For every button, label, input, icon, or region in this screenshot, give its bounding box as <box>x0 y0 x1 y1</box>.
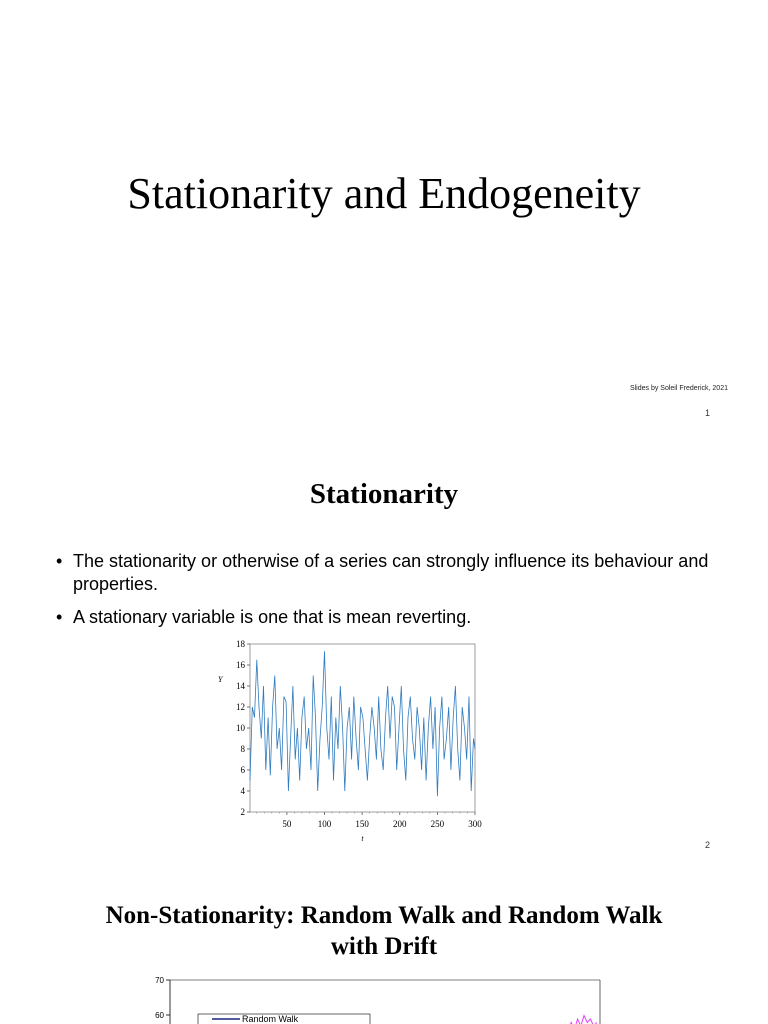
y-tick-label: 18 <box>236 639 245 649</box>
y-tick-label: 8 <box>240 744 245 754</box>
x-tick-label: 50 <box>282 819 292 829</box>
slide-credit: Slides by Soleil Frederick, 2021 <box>629 385 728 392</box>
x-tick-label: 200 <box>392 819 407 829</box>
random-walk-chart <box>130 972 610 1024</box>
slide-3-title <box>0 900 768 962</box>
drift-series-line <box>568 1016 597 1024</box>
bullet-dot-icon: • <box>56 607 63 627</box>
bullet-text: A stationary variable is one that is mean reverting. <box>73 607 472 627</box>
y-tick-label: 70 <box>155 976 164 985</box>
bullet-text: The stationarity or otherwise of a series can strongly influence its behaviour and properties. <box>73 551 709 594</box>
slide-3-title-line-2: with Drift <box>330 933 438 960</box>
legend-label: Random Walk <box>242 1014 299 1024</box>
bullet-item <box>56 550 716 596</box>
y-tick-label: 4 <box>240 786 245 796</box>
y-tick-label: 16 <box>236 660 245 670</box>
slide-1 <box>0 0 768 432</box>
x-tick-label: 300 <box>468 819 482 829</box>
y-tick-label: 14 <box>236 681 245 691</box>
y-tick-label: 2 <box>240 807 245 817</box>
page-number-1: 1 <box>704 408 710 418</box>
page-number-2: 2 <box>704 840 710 850</box>
x-axis-label: t <box>361 834 364 843</box>
y-axis-label: Y <box>218 675 223 684</box>
slide-1-title: Stationarity and Endogeneity <box>127 169 641 218</box>
y-tick-label: 60 <box>155 1011 164 1020</box>
y-tick-label: 12 <box>236 702 245 712</box>
slide-3 <box>0 862 768 1024</box>
bullet-list <box>56 550 716 639</box>
bullet-dot-icon: • <box>56 551 63 571</box>
x-tick-label: 100 <box>317 819 332 829</box>
series-line <box>250 651 475 796</box>
slide-2 <box>0 432 768 862</box>
bullet-item <box>56 606 716 629</box>
plot-frame <box>250 644 475 812</box>
slide-2-title: Stationarity <box>309 478 459 510</box>
y-tick-label: 10 <box>236 723 245 733</box>
x-tick-label: 250 <box>430 819 445 829</box>
stationary-series-chart <box>200 632 500 847</box>
x-tick-label: 150 <box>355 819 369 829</box>
slide-3-title-line-1: Non-Stationarity: Random Walk and Random Walk <box>105 902 663 929</box>
y-tick-label: 6 <box>240 765 245 775</box>
